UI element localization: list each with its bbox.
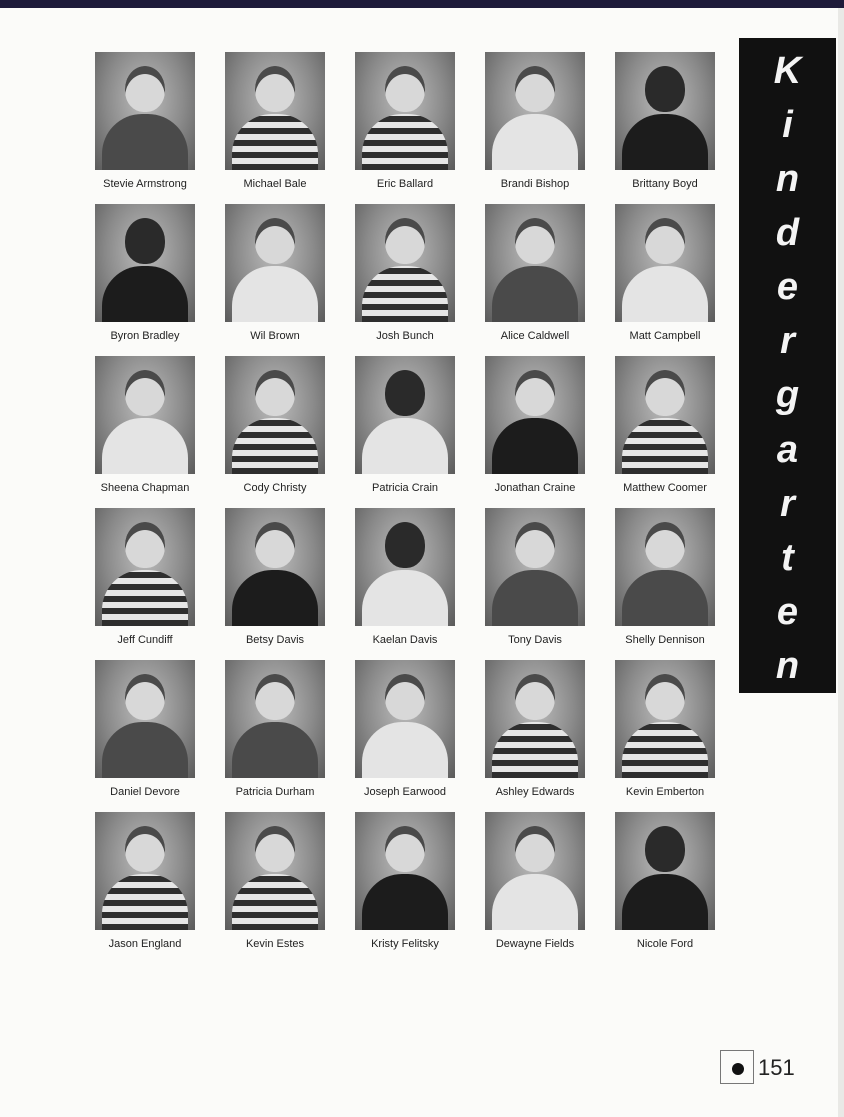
head-silhouette xyxy=(385,522,425,568)
portrait-photo xyxy=(485,812,585,930)
head-silhouette xyxy=(255,826,295,872)
body-silhouette xyxy=(102,114,188,170)
portrait-photo xyxy=(485,52,585,170)
student-portrait xyxy=(210,812,340,964)
photo-row xyxy=(80,660,730,812)
portrait-photo xyxy=(615,204,715,322)
student-name: Brittany Boyd xyxy=(632,178,698,190)
top-border xyxy=(0,0,844,8)
student-portrait xyxy=(210,356,340,508)
student-portrait xyxy=(210,52,340,204)
head-silhouette xyxy=(645,674,685,720)
portrait-photo xyxy=(225,812,325,930)
body-silhouette xyxy=(622,266,708,322)
photo-row xyxy=(80,52,730,204)
body-silhouette xyxy=(622,722,708,778)
body-silhouette xyxy=(102,722,188,778)
student-portrait xyxy=(340,812,470,964)
body-silhouette xyxy=(492,266,578,322)
student-name: Josh Bunch xyxy=(376,330,434,342)
student-name: Brandi Bishop xyxy=(500,178,570,190)
body-silhouette xyxy=(622,114,708,170)
head-silhouette xyxy=(385,370,425,416)
head-silhouette xyxy=(645,66,685,112)
student-portrait xyxy=(600,52,730,204)
student-portrait xyxy=(340,52,470,204)
body-silhouette xyxy=(232,266,318,322)
portrait-photo xyxy=(95,204,195,322)
banner-letter: r xyxy=(780,482,795,525)
portrait-photo xyxy=(225,356,325,474)
head-silhouette xyxy=(515,826,555,872)
student-portrait xyxy=(600,204,730,356)
head-silhouette xyxy=(645,218,685,264)
student-portrait xyxy=(600,812,730,964)
student-portrait xyxy=(80,204,210,356)
body-silhouette xyxy=(362,418,448,474)
body-silhouette xyxy=(622,418,708,474)
head-silhouette xyxy=(385,674,425,720)
portrait-photo xyxy=(355,52,455,170)
portrait-photo xyxy=(615,356,715,474)
banner-letter: r xyxy=(780,320,795,363)
head-silhouette xyxy=(255,218,295,264)
student-portrait xyxy=(80,660,210,812)
student-portrait xyxy=(80,356,210,508)
student-portrait xyxy=(600,356,730,508)
student-portrait xyxy=(340,356,470,508)
body-silhouette xyxy=(362,266,448,322)
portrait-photo xyxy=(355,204,455,322)
student-name: Jonathan Craine xyxy=(494,482,576,494)
body-silhouette xyxy=(362,570,448,626)
head-silhouette xyxy=(515,674,555,720)
portrait-photo xyxy=(225,508,325,626)
body-silhouette xyxy=(492,570,578,626)
body-silhouette xyxy=(102,266,188,322)
body-silhouette xyxy=(232,874,318,930)
student-name: Dewayne Fields xyxy=(495,938,575,950)
student-portrait xyxy=(340,660,470,812)
photo-row xyxy=(80,508,730,660)
student-name: Patricia Crain xyxy=(371,482,439,494)
student-portrait xyxy=(210,660,340,812)
head-silhouette xyxy=(125,522,165,568)
student-portrait xyxy=(470,52,600,204)
student-name: Jeff Cundiff xyxy=(117,634,173,646)
head-silhouette xyxy=(385,826,425,872)
student-name: Patricia Durham xyxy=(235,786,315,798)
body-silhouette xyxy=(232,418,318,474)
body-silhouette xyxy=(232,722,318,778)
student-name: Kevin Estes xyxy=(245,938,305,950)
student-name: Betsy Davis xyxy=(245,634,305,646)
body-silhouette xyxy=(232,570,318,626)
portrait-photo xyxy=(485,508,585,626)
student-portrait xyxy=(470,812,600,964)
student-name: Kevin Emberton xyxy=(625,786,705,798)
portrait-photo xyxy=(615,660,715,778)
photo-row xyxy=(80,204,730,356)
portrait-photo xyxy=(225,660,325,778)
student-portrait xyxy=(600,660,730,812)
student-name: Daniel Devore xyxy=(110,786,180,798)
student-portrait xyxy=(470,508,600,660)
portrait-photo xyxy=(355,508,455,626)
head-silhouette xyxy=(515,522,555,568)
page-edge xyxy=(838,8,844,1117)
body-silhouette xyxy=(492,874,578,930)
banner-letter: K xyxy=(773,50,802,92)
head-silhouette xyxy=(125,674,165,720)
portrait-photo xyxy=(225,52,325,170)
banner-letter: a xyxy=(776,428,799,471)
body-silhouette xyxy=(492,418,578,474)
student-portrait xyxy=(340,508,470,660)
head-silhouette xyxy=(125,66,165,112)
body-silhouette xyxy=(102,418,188,474)
body-silhouette xyxy=(492,722,578,778)
photo-row xyxy=(80,356,730,508)
student-name: Ashley Edwards xyxy=(495,786,575,798)
photo-row xyxy=(80,812,730,964)
student-name: Alice Caldwell xyxy=(500,330,570,342)
portrait-photo xyxy=(615,812,715,930)
portrait-photo xyxy=(485,660,585,778)
head-silhouette xyxy=(645,522,685,568)
head-silhouette xyxy=(385,218,425,264)
student-name: Byron Bradley xyxy=(110,330,180,342)
student-portrait xyxy=(80,812,210,964)
head-silhouette xyxy=(255,66,295,112)
banner-letter: d xyxy=(775,212,800,255)
portrait-photo xyxy=(485,204,585,322)
body-silhouette xyxy=(362,722,448,778)
body-silhouette xyxy=(622,874,708,930)
student-name: Matt Campbell xyxy=(629,330,701,342)
student-name: Sheena Chapman xyxy=(100,482,190,494)
camera-icon xyxy=(720,1050,754,1084)
body-silhouette xyxy=(232,114,318,170)
body-silhouette xyxy=(622,570,708,626)
banner-letter: g xyxy=(775,374,800,417)
head-silhouette xyxy=(385,66,425,112)
student-portrait xyxy=(80,52,210,204)
head-silhouette xyxy=(515,370,555,416)
banner-letter: n xyxy=(775,158,800,201)
student-portrait xyxy=(470,356,600,508)
head-silhouette xyxy=(255,674,295,720)
student-portrait xyxy=(80,508,210,660)
student-name: Kaelan Davis xyxy=(372,634,438,646)
student-name: Cody Christy xyxy=(243,482,307,494)
portrait-photo xyxy=(95,356,195,474)
student-name: Shelly Dennison xyxy=(625,634,705,646)
banner-letter: e xyxy=(776,266,799,309)
student-name: Tony Davis xyxy=(508,634,562,646)
student-name: Matthew Coomer xyxy=(623,482,707,494)
portrait-photo xyxy=(485,356,585,474)
head-silhouette xyxy=(515,66,555,112)
student-name: Eric Ballard xyxy=(376,178,434,190)
student-portrait xyxy=(340,204,470,356)
student-portrait xyxy=(600,508,730,660)
head-silhouette xyxy=(255,522,295,568)
portrait-photo xyxy=(95,812,195,930)
body-silhouette xyxy=(492,114,578,170)
portrait-photo xyxy=(225,204,325,322)
body-silhouette xyxy=(362,874,448,930)
student-name: Joseph Earwood xyxy=(364,786,446,798)
portrait-photo xyxy=(615,508,715,626)
student-portrait xyxy=(210,508,340,660)
student-portrait xyxy=(470,660,600,812)
student-name: Wil Brown xyxy=(250,330,300,342)
student-portrait xyxy=(470,204,600,356)
portrait-photo xyxy=(355,660,455,778)
page-number: 151 xyxy=(758,1055,795,1080)
student-name: Michael Bale xyxy=(243,178,307,190)
head-silhouette xyxy=(255,370,295,416)
student-name: Kristy Felitsky xyxy=(371,938,439,950)
student-name: Stevie Armstrong xyxy=(103,178,187,190)
portrait-photo xyxy=(95,52,195,170)
banner-letter: n xyxy=(775,644,800,687)
student-portrait xyxy=(210,204,340,356)
portrait-photo xyxy=(95,508,195,626)
head-silhouette xyxy=(515,218,555,264)
head-silhouette xyxy=(125,218,165,264)
head-silhouette xyxy=(125,370,165,416)
portrait-photo xyxy=(355,812,455,930)
student-photo-grid xyxy=(80,52,730,964)
body-silhouette xyxy=(362,114,448,170)
head-silhouette xyxy=(125,826,165,872)
banner-letter: t xyxy=(781,536,794,579)
student-name: Jason England xyxy=(108,938,182,950)
head-silhouette xyxy=(645,826,685,872)
portrait-photo xyxy=(95,660,195,778)
kindergarten-banner xyxy=(739,38,836,693)
banner-letter: e xyxy=(776,590,799,633)
head-silhouette xyxy=(645,370,685,416)
banner-letter: i xyxy=(782,104,793,147)
student-name: Nicole Ford xyxy=(636,938,694,950)
body-silhouette xyxy=(102,570,188,626)
portrait-photo xyxy=(615,52,715,170)
body-silhouette xyxy=(102,874,188,930)
portrait-photo xyxy=(355,356,455,474)
